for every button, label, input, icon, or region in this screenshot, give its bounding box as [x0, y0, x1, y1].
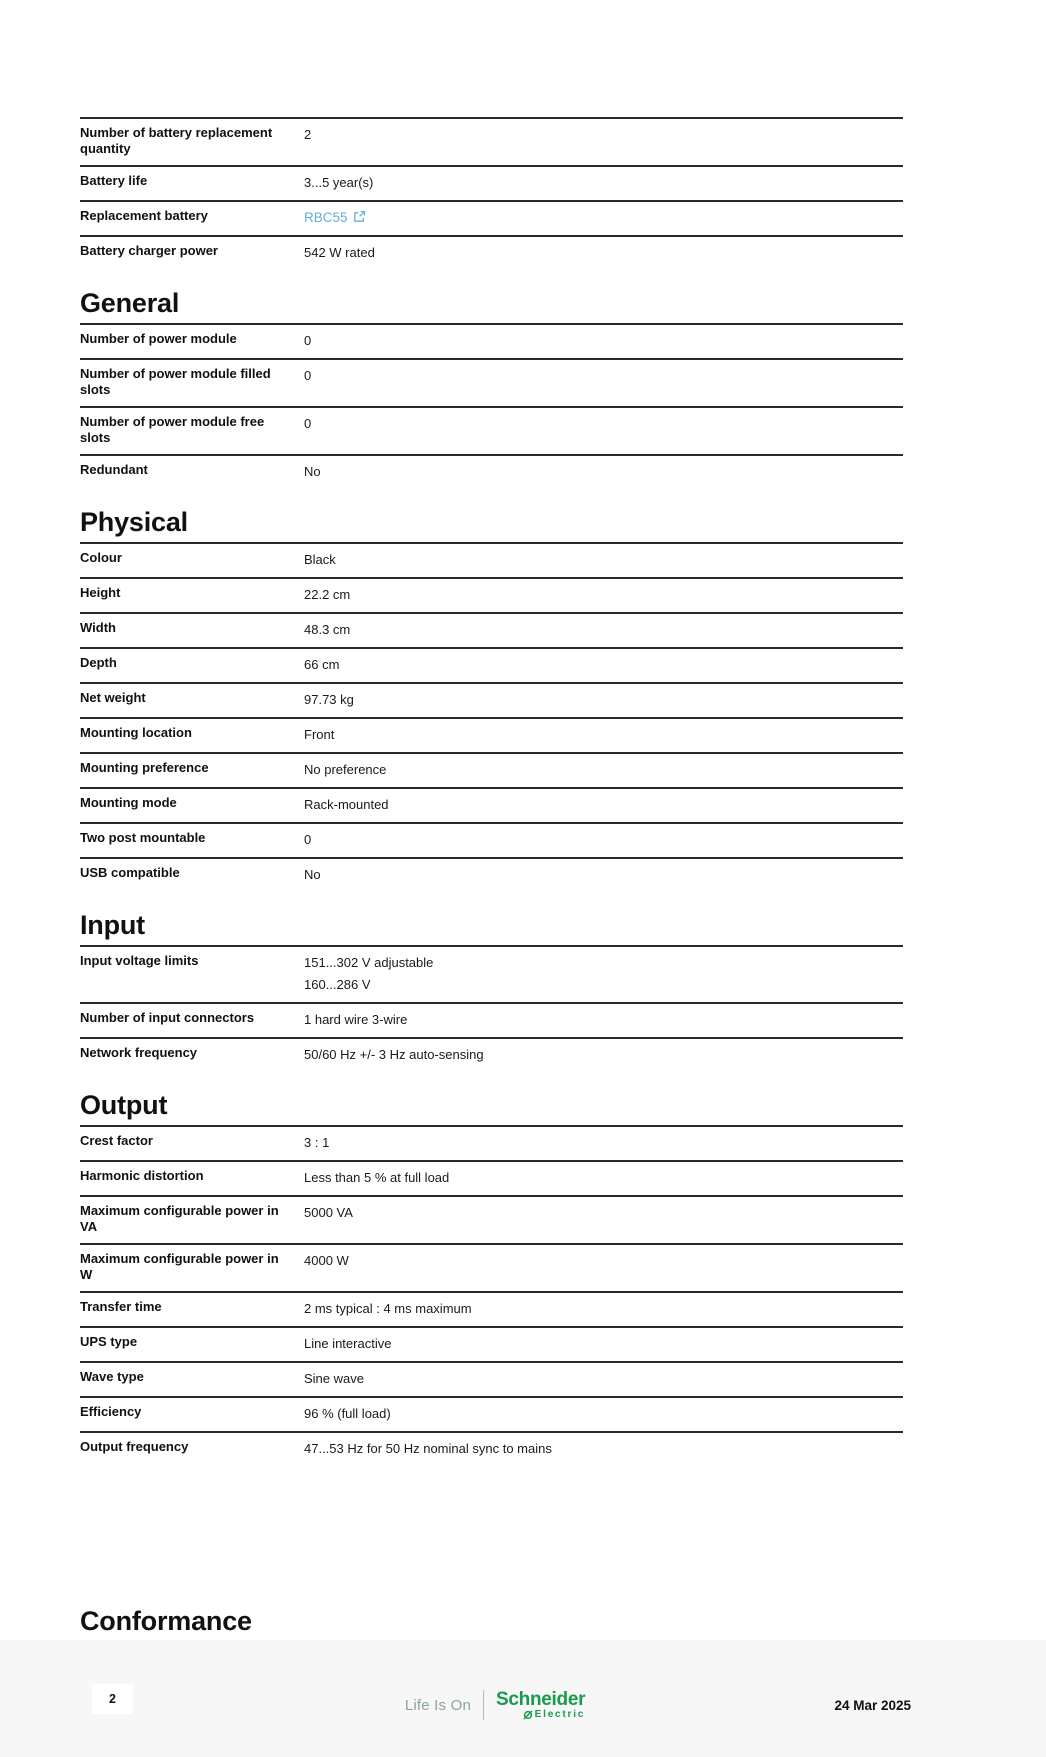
spec-label: Harmonic distortion — [80, 1168, 204, 1183]
spec-label: Width — [80, 620, 116, 635]
spec-label: Mounting mode — [80, 795, 177, 810]
spec-row — [80, 1361, 903, 1396]
logo-divider — [483, 1690, 484, 1720]
spec-table — [80, 945, 903, 1072]
spec-table — [80, 117, 903, 270]
spec-value: 3...5 year(s) — [304, 175, 374, 190]
spec-value: 66 cm — [304, 657, 340, 672]
spec-row — [80, 577, 903, 612]
section-heading-general: General — [80, 288, 180, 318]
spec-row — [80, 200, 903, 235]
spec-row — [80, 647, 903, 682]
spec-row — [80, 165, 903, 200]
spec-row — [80, 752, 903, 787]
link-text: RBC55 — [304, 210, 348, 225]
spec-row — [80, 787, 903, 822]
spec-label: Height — [80, 585, 121, 600]
spec-row — [80, 947, 903, 1002]
spec-value: 47...53 Hz for 50 Hz nominal sync to mains — [304, 1441, 552, 1456]
spec-label: Number of power module — [80, 331, 237, 346]
spec-value: 0 — [304, 832, 312, 847]
spec-value: Line interactive — [304, 1336, 392, 1351]
spec-value: 3 : 1 — [304, 1135, 330, 1150]
spec-sheet — [80, 0, 903, 1641]
spec-value: 48.3 cm — [304, 622, 351, 637]
spec-label: Efficiency — [80, 1404, 142, 1419]
spec-row — [80, 612, 903, 647]
section-heading-output: Output — [80, 1090, 168, 1120]
spec-label: Input voltage limits — [80, 953, 199, 968]
section-general — [80, 288, 903, 489]
spec-row — [80, 1160, 903, 1195]
spec-table — [80, 542, 903, 892]
replacement-battery-link[interactable] — [304, 210, 366, 226]
brand-wordmark — [496, 1690, 585, 1720]
spec-label: Wave type — [80, 1369, 144, 1384]
spec-value: 22.2 cm — [304, 587, 351, 602]
spec-table — [80, 323, 903, 489]
section-physical — [80, 507, 903, 892]
spec-label: Mounting location — [80, 725, 192, 740]
spec-value: Black — [304, 552, 336, 567]
section-heading-physical: Physical — [80, 507, 188, 537]
spec-row — [80, 1291, 903, 1326]
spec-row — [80, 119, 903, 165]
spec-label: Number of power module filled slots — [80, 366, 271, 397]
spec-label: Battery life — [80, 173, 148, 188]
spec-label: Redundant — [80, 462, 148, 477]
spec-row — [80, 1326, 903, 1361]
section-conformance — [80, 1606, 903, 1636]
spec-value: No preference — [304, 762, 387, 777]
spec-row — [80, 1396, 903, 1431]
spec-value: 50/60 Hz +/- 3 Hz auto-sensing — [304, 1047, 484, 1062]
spec-value: No — [304, 464, 321, 479]
spec-value — [304, 953, 433, 993]
spec-value: 5000 VA — [304, 1205, 353, 1220]
spec-value: 0 — [304, 416, 312, 431]
spec-row — [80, 406, 903, 454]
spec-label: Replacement battery — [80, 208, 208, 223]
spec-label: USB compatible — [80, 865, 180, 880]
spec-label: Maximum configurable power in W — [80, 1251, 279, 1282]
external-link-icon — [353, 210, 366, 223]
spec-value: 542 W rated — [304, 245, 375, 260]
spec-value: Rack-mounted — [304, 797, 389, 812]
spec-label: Number of battery replacement quantity — [80, 125, 273, 156]
spec-label: Depth — [80, 655, 117, 670]
page-footer — [0, 1640, 1046, 1757]
spec-row — [80, 1431, 903, 1466]
page-number: 2 — [109, 1692, 116, 1706]
section-heading-input: Input — [80, 910, 145, 940]
spec-label: Colour — [80, 550, 122, 565]
footer-date: 24 Mar 2025 — [834, 1698, 911, 1713]
spec-value-line: 151...302 V adjustable — [304, 955, 434, 970]
section-battery-continued — [80, 117, 903, 270]
spec-value: 0 — [304, 333, 312, 348]
spec-label: Mounting preference — [80, 760, 209, 775]
section-heading-conformance: Conformance — [80, 1606, 252, 1636]
life-is-on-tagline: Life Is On — [404, 1696, 472, 1714]
spec-row — [80, 822, 903, 857]
spec-label: Crest factor — [80, 1133, 153, 1148]
electric-wordmark: Electric — [534, 1709, 586, 1720]
spec-row — [80, 325, 903, 358]
spec-label: Two post mountable — [80, 830, 206, 845]
spec-value: 1 hard wire 3-wire — [304, 1012, 408, 1027]
schneider-mark-icon — [523, 1710, 533, 1720]
spec-row — [80, 857, 903, 892]
spec-label: Number of input connectors — [80, 1010, 255, 1025]
spec-value: Sine wave — [304, 1371, 364, 1386]
spec-value: No — [304, 867, 321, 882]
spec-label: Transfer time — [80, 1299, 162, 1314]
spec-value: 4000 W — [304, 1253, 349, 1268]
spec-row — [80, 1037, 903, 1072]
spec-row — [80, 1127, 903, 1160]
spec-label: Battery charger power — [80, 243, 218, 258]
spec-row — [80, 682, 903, 717]
spec-value: 2 ms typical : 4 ms maximum — [304, 1301, 472, 1316]
spec-row — [80, 454, 903, 489]
spec-row — [80, 358, 903, 406]
section-input — [80, 910, 903, 1072]
spec-label: Network frequency — [80, 1045, 198, 1060]
spec-value: 0 — [304, 368, 312, 383]
spec-value: 97.73 kg — [304, 692, 354, 707]
spec-row — [80, 1243, 903, 1291]
spec-label: Number of power module free slots — [80, 414, 265, 445]
spec-value — [304, 208, 366, 226]
spec-label: UPS type — [80, 1334, 138, 1349]
spec-value-line: 160...286 V — [304, 977, 371, 992]
spec-value: 2 — [304, 127, 312, 142]
spec-label: Maximum configurable power in VA — [80, 1203, 279, 1234]
spec-value: Front — [304, 727, 335, 742]
spec-row — [80, 235, 903, 270]
spec-value: 96 % (full load) — [304, 1406, 391, 1421]
spec-row — [80, 1002, 903, 1037]
spec-row — [80, 1195, 903, 1243]
electric-wordmark-row — [523, 1710, 586, 1720]
spec-row — [80, 544, 903, 577]
section-output — [80, 1090, 903, 1466]
spec-table — [80, 1125, 903, 1466]
spec-value: Less than 5 % at full load — [304, 1170, 450, 1185]
spec-row — [80, 717, 903, 752]
schneider-wordmark: Schneider — [496, 1689, 586, 1710]
spec-label: Net weight — [80, 690, 146, 705]
spec-label: Output frequency — [80, 1439, 189, 1454]
